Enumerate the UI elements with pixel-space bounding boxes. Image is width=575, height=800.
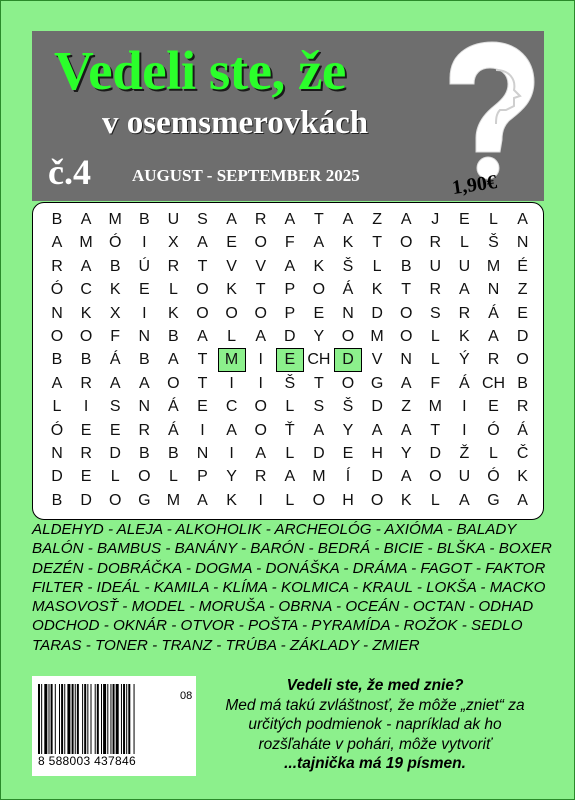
grid-letter: B	[51, 491, 63, 509]
grid-letter: O	[399, 328, 413, 345]
grid-letter: V	[226, 257, 237, 275]
grid-letter: M	[108, 211, 122, 228]
grid-letter: Ó	[487, 468, 500, 486]
issue-number: č.4	[48, 152, 91, 192]
grid-letter: A	[255, 328, 267, 345]
grid-letter: Á	[488, 304, 499, 322]
barcode-number: 8 588003 437846	[38, 754, 136, 768]
grid-letter: O	[79, 328, 93, 345]
trivia-line: Med má takú zvláštnosť, že môže „zniet“ za	[225, 696, 525, 714]
grid-letter: F	[430, 374, 441, 392]
grid-letter: K	[342, 234, 354, 252]
grid-letter: B	[138, 351, 150, 369]
trivia-line: rozšľaháte v pohári, môže vytvoriť	[258, 735, 492, 753]
grid-letter: A	[51, 374, 63, 392]
grid-letter: L	[430, 351, 440, 369]
word-list-line: TARAS - TONER - TRANZ - TRÚBA - ZÁKLADY - ZMIER	[32, 636, 420, 654]
grid-letter: E	[313, 304, 325, 322]
grid-letter: D	[109, 445, 121, 462]
magazine-subtitle: v osemsmerovkách	[102, 105, 369, 141]
grid-letter: Ú	[138, 257, 151, 275]
word-list-line: DEZÉN - DOBRÁČKA - DOGMA - DONÁŠKA - DRÁMA - FAGOT - FAKTOR	[32, 559, 546, 577]
grid-letter: D	[51, 468, 63, 486]
grid-letter: A	[109, 374, 121, 392]
grid-letter: O	[341, 374, 355, 392]
grid-letter: M	[428, 398, 442, 416]
barcode-bar	[121, 684, 122, 754]
trivia-ending: ...tajnička má 19 písmen.	[284, 755, 466, 772]
grid-letter: K	[80, 304, 92, 322]
grid-letter: A	[168, 351, 179, 369]
grid-letter: A	[80, 211, 92, 228]
grid-letter: A	[138, 374, 150, 392]
grid-letter: D	[313, 445, 325, 462]
grid-letter: S	[109, 398, 121, 416]
grid-letter: N	[342, 304, 354, 322]
grid-letter: Á	[109, 351, 121, 369]
word-list-line: ALDEHYD - ALEJA - ALKOHOLIK - ARCHEOLÓG - AXIÓMA - BALADY	[32, 521, 517, 538]
grid-letter: G	[487, 491, 500, 509]
grid-letter: X	[168, 234, 179, 252]
grid-letter: L	[489, 445, 498, 462]
grid-letter: B	[51, 351, 63, 369]
grid-letter: K	[517, 468, 528, 486]
grid-letter: I	[200, 421, 205, 439]
grid-letter: R	[487, 351, 500, 369]
barcode-bar	[128, 684, 130, 754]
grid-letter: O	[370, 491, 384, 509]
grid-letter: P	[284, 281, 296, 299]
grid-letter: Z	[372, 211, 382, 228]
grid-letter: K	[226, 281, 237, 299]
word-list-line: BALÓN - BAMBUS - BANÁNY - BARÓN - BEDRÁ - BICIE - BLŠKA - BOXER	[32, 540, 552, 558]
grid-letter: R	[458, 304, 471, 322]
grid-letter: P	[197, 468, 208, 486]
grid-letter: O	[108, 491, 122, 509]
grid-letter: Ó	[487, 421, 500, 439]
grid-letter: O	[312, 491, 326, 509]
grid-letter: L	[372, 257, 382, 275]
grid-letter: A	[226, 421, 237, 439]
grid-letter: R	[51, 257, 63, 275]
barcode-bar	[101, 684, 102, 754]
grid-letter: O	[196, 281, 209, 299]
grid-letter: L	[489, 211, 498, 228]
barcode-bar	[110, 684, 111, 754]
grid-letter: V	[255, 257, 267, 275]
grid-letter: A	[197, 491, 208, 509]
grid-letter: O	[254, 398, 267, 416]
grid-letter: C	[225, 398, 238, 416]
grid-letter: A	[488, 328, 499, 345]
grid-letter: N	[400, 351, 412, 369]
barcode-bar	[87, 684, 88, 754]
grid-letter: E	[488, 398, 499, 416]
grid-letter: R	[429, 281, 442, 299]
grid-letter: A	[197, 234, 208, 252]
grid-letter: N	[138, 328, 151, 345]
grid-letter: L	[285, 491, 295, 509]
grid-letter: K	[400, 491, 412, 509]
grid-letter: E	[459, 211, 470, 228]
grid-letter: A	[284, 468, 296, 486]
barcode-bar	[126, 684, 127, 754]
barcode-bar	[72, 684, 74, 754]
grid-letter: B	[400, 257, 412, 275]
grid-letter: A	[371, 421, 383, 439]
grid-letter: H	[342, 491, 354, 509]
grid-letter: E	[226, 234, 237, 252]
grid-letter: R	[429, 234, 442, 252]
question-mark-head-icon	[430, 40, 540, 180]
grid-letter: B	[80, 351, 92, 369]
grid-letter: CH	[307, 351, 331, 369]
grid-letter: L	[52, 398, 62, 416]
word-list-line: ODCHOD - OKNÁR - OTVOR - POŠTA - PYRAMÍDA - ROŽOK - SEDLO	[32, 617, 523, 635]
grid-letter: L	[430, 328, 440, 345]
barcode-bar	[84, 684, 86, 754]
grid-letter: O	[138, 468, 151, 486]
barcode-bar	[116, 684, 119, 754]
grid-letter: I	[229, 374, 234, 392]
grid-letter: Í	[345, 468, 351, 486]
grid-letter: A	[80, 257, 92, 275]
grid-letter: A	[400, 421, 412, 439]
grid-letter: Č	[516, 445, 529, 462]
grid-letter: D	[80, 491, 92, 509]
grid-letter: R	[254, 211, 267, 228]
grid-letter: F	[110, 328, 121, 345]
grid-letter: A	[284, 211, 296, 228]
barcode-bar	[44, 684, 47, 754]
barcode-bar	[77, 684, 79, 754]
grid-letter: I	[229, 445, 234, 462]
grid-letter: D	[371, 468, 383, 486]
grid-letter: O	[254, 304, 267, 322]
grid-letter: E	[517, 304, 528, 322]
barcode-bar	[123, 684, 125, 754]
grid-letter: L	[168, 468, 178, 486]
grid-letter: Š	[488, 234, 499, 252]
grid-letter: L	[168, 281, 178, 299]
barcode-box	[32, 676, 196, 776]
grid-letter: R	[80, 374, 92, 392]
barcode-bar	[64, 684, 65, 754]
grid-letter: N	[138, 398, 151, 416]
grid-letter: K	[371, 281, 383, 299]
grid-letter: U	[429, 257, 442, 275]
grid-letter: S	[429, 304, 441, 322]
barcode-bar	[41, 684, 42, 754]
grid-letter: T	[314, 374, 324, 392]
grid-letter: A	[517, 491, 528, 509]
grid-letter: S	[197, 211, 208, 228]
grid-letter: Z	[517, 281, 528, 299]
trivia-box	[205, 676, 545, 774]
grid-letter: T	[197, 351, 208, 369]
grid-letter: I	[258, 491, 263, 509]
grid-letter: V	[371, 351, 383, 369]
grid-letter: M	[79, 234, 93, 252]
grid-letter: X	[109, 304, 121, 322]
grid-letter: D	[371, 398, 383, 416]
grid-letter: A	[255, 445, 267, 462]
grid-letter: E	[342, 445, 354, 462]
grid-letter: Á	[168, 398, 179, 416]
grid-letter: L	[110, 468, 120, 486]
grid-letter: N	[516, 234, 529, 252]
grid-letter: O	[312, 281, 326, 299]
grid-letter: Y	[400, 445, 412, 462]
grid-letter: D	[334, 348, 362, 372]
barcode-bar	[113, 684, 115, 754]
barcode-bar	[97, 684, 99, 754]
grid-letter: N	[196, 445, 209, 462]
grid-letter: U	[167, 211, 180, 228]
grid-letter: L	[285, 445, 295, 462]
grid-letter: G	[138, 491, 151, 509]
grid-letter: G	[370, 374, 384, 392]
grid-letter: L	[227, 328, 237, 345]
grid-letter: T	[197, 257, 208, 275]
grid-letter: T	[401, 281, 412, 299]
grid-letter: T	[197, 374, 208, 392]
barcode-bar	[49, 684, 50, 754]
grid-letter: U	[458, 468, 471, 486]
grid-letter: D	[284, 328, 296, 345]
grid-letter: Ó	[50, 421, 64, 439]
grid-letter: C	[80, 281, 92, 299]
grid-letter: Š	[284, 374, 296, 392]
barcode-bar	[51, 684, 53, 754]
grid-letter: O	[254, 234, 267, 252]
grid-letter: Á	[168, 421, 179, 439]
grid-letter: A	[284, 257, 296, 275]
grid-letter: I	[462, 398, 467, 416]
grid-letter: O	[254, 421, 267, 439]
grid-letter: Ž	[459, 445, 470, 462]
grid-letter: O	[341, 328, 355, 345]
grid-letter: T	[314, 211, 324, 228]
grid-letter: O	[516, 351, 529, 369]
grid-letter: Á	[342, 281, 354, 299]
grid-letter: E	[80, 421, 92, 439]
barcode-bar	[61, 684, 63, 754]
barcode-bar	[67, 684, 70, 754]
word-list-line: FILTER - IDEÁL - KAMILA - KLÍMA - KOLMICA - KRAUL - LOKŠA - MACKO	[32, 578, 546, 596]
grid-letter: R	[254, 468, 267, 486]
grid-letter: F	[284, 234, 295, 252]
grid-letter: S	[313, 398, 325, 416]
grid-letter: A	[313, 421, 325, 439]
grid-letter: I	[258, 351, 263, 369]
grid-letter: D	[516, 328, 529, 345]
grid-letter: M	[218, 348, 246, 372]
grid-letter: B	[138, 445, 150, 462]
barcode-bar	[82, 684, 83, 754]
grid-letter: N	[487, 281, 500, 299]
grid-letter: M	[370, 328, 384, 345]
price-tag: 1,90€	[450, 170, 499, 200]
grid-letter: I	[142, 304, 147, 322]
grid-letter: Ó	[50, 281, 64, 299]
barcode-bar	[95, 684, 96, 754]
grid-letter: J	[431, 211, 440, 228]
grid-letter: K	[459, 328, 470, 345]
barcode-bars	[38, 684, 176, 754]
grid-letter: N	[51, 304, 63, 322]
grid-letter: Ť	[284, 421, 295, 439]
grid-letter: É	[517, 257, 528, 275]
word-list-line: MASOVOSŤ - MODEL - MORUŠA - OBRNA - OCEÁN - OCTAN - ODHAD	[32, 598, 534, 616]
grid-letter: T	[255, 281, 266, 299]
trivia-line: určitých podmienok - napríklad ak ho	[248, 716, 502, 733]
grid-letter: CH	[481, 374, 506, 392]
grid-letter: E	[109, 421, 121, 439]
grid-letter: O	[399, 304, 413, 322]
grid-letter: B	[168, 445, 179, 462]
grid-letter: A	[459, 491, 470, 509]
grid-letter: I	[462, 421, 467, 439]
grid-letter: D	[371, 304, 383, 322]
grid-letter: A	[342, 211, 354, 228]
grid-letter: L	[430, 491, 440, 509]
grid-letter: M	[312, 468, 326, 486]
trivia-question: Vedeli ste, že med znie?	[286, 677, 464, 694]
barcode-bar	[107, 684, 108, 754]
grid-letter: O	[225, 304, 238, 322]
barcode-bar	[38, 684, 40, 754]
grid-letter: I	[258, 374, 263, 392]
barcode-bar	[75, 684, 76, 754]
grid-letter: I	[83, 398, 89, 416]
grid-letter: R	[80, 445, 92, 462]
barcode-bar	[91, 684, 92, 754]
issue-date: AUGUST - SEPTEMBER 2025	[132, 166, 360, 185]
grid-letter: B	[138, 211, 150, 228]
barcode-bar	[55, 684, 56, 754]
grid-letter: O	[399, 234, 413, 252]
grid-letter: B	[51, 211, 63, 228]
grid-letter: O	[167, 374, 180, 392]
barcode-bar	[59, 684, 60, 754]
grid-letter: B	[109, 257, 121, 275]
grid-letter: Š	[342, 257, 354, 275]
grid-letter: Y	[342, 421, 354, 439]
grid-letter: M	[486, 257, 501, 275]
grid-letter: A	[226, 211, 237, 228]
grid-letter: A	[400, 211, 412, 228]
grid-letter: H	[371, 445, 383, 462]
grid-letter: B	[168, 328, 179, 345]
grid-letter: A	[400, 468, 412, 486]
grid-letter: R	[138, 421, 151, 439]
grid-letter: K	[226, 491, 237, 509]
grid-letter: I	[142, 234, 147, 252]
grid-letter: E	[276, 348, 304, 372]
grid-letter: Ý	[459, 351, 470, 369]
grid-letter: A	[459, 281, 470, 299]
grid-letter: A	[517, 211, 528, 228]
grid-letter: O	[50, 328, 64, 345]
grid-letter: L	[459, 234, 469, 252]
grid-letter: M	[166, 491, 181, 509]
grid-letter: Š	[342, 398, 354, 416]
word-list	[32, 520, 552, 655]
grid-letter: A	[197, 328, 208, 345]
grid-letter: A	[313, 234, 325, 252]
grid-letter: D	[429, 445, 442, 462]
grid-letter: L	[285, 398, 295, 416]
grid-letter: R	[516, 398, 529, 416]
grid-letter: Á	[459, 374, 470, 392]
grid-letter: T	[372, 234, 382, 252]
grid-letter: Y	[313, 328, 325, 345]
grid-letter: E	[138, 281, 150, 299]
grid-letter: P	[284, 304, 296, 322]
grid-letter: R	[167, 257, 180, 275]
grid-letter: N	[51, 445, 63, 462]
grid-letter: E	[80, 468, 92, 486]
grid-letter: Z	[401, 398, 412, 416]
barcode-bar	[103, 684, 106, 754]
grid-letter: Á	[517, 421, 528, 439]
barcode-issue-code: 08	[180, 690, 193, 702]
word-search-grid	[32, 202, 544, 520]
grid-letter: T	[430, 421, 441, 439]
grid-letter: Ó	[108, 234, 122, 252]
grid-letter: E	[197, 398, 208, 416]
magazine-title: Vedeli ste, že	[54, 40, 346, 101]
grid-letter: O	[429, 468, 442, 486]
grid-letter: K	[313, 257, 325, 275]
grid-letter: O	[196, 304, 209, 322]
grid-letter: B	[517, 374, 528, 392]
grid-letter: U	[458, 257, 471, 275]
grid-letter: A	[51, 234, 63, 252]
grid-letter: A	[400, 374, 412, 392]
grid-letter: Y	[226, 468, 237, 486]
grid-letter: K	[109, 281, 121, 299]
barcode-bar	[134, 684, 135, 754]
grid-letter: K	[168, 304, 179, 322]
